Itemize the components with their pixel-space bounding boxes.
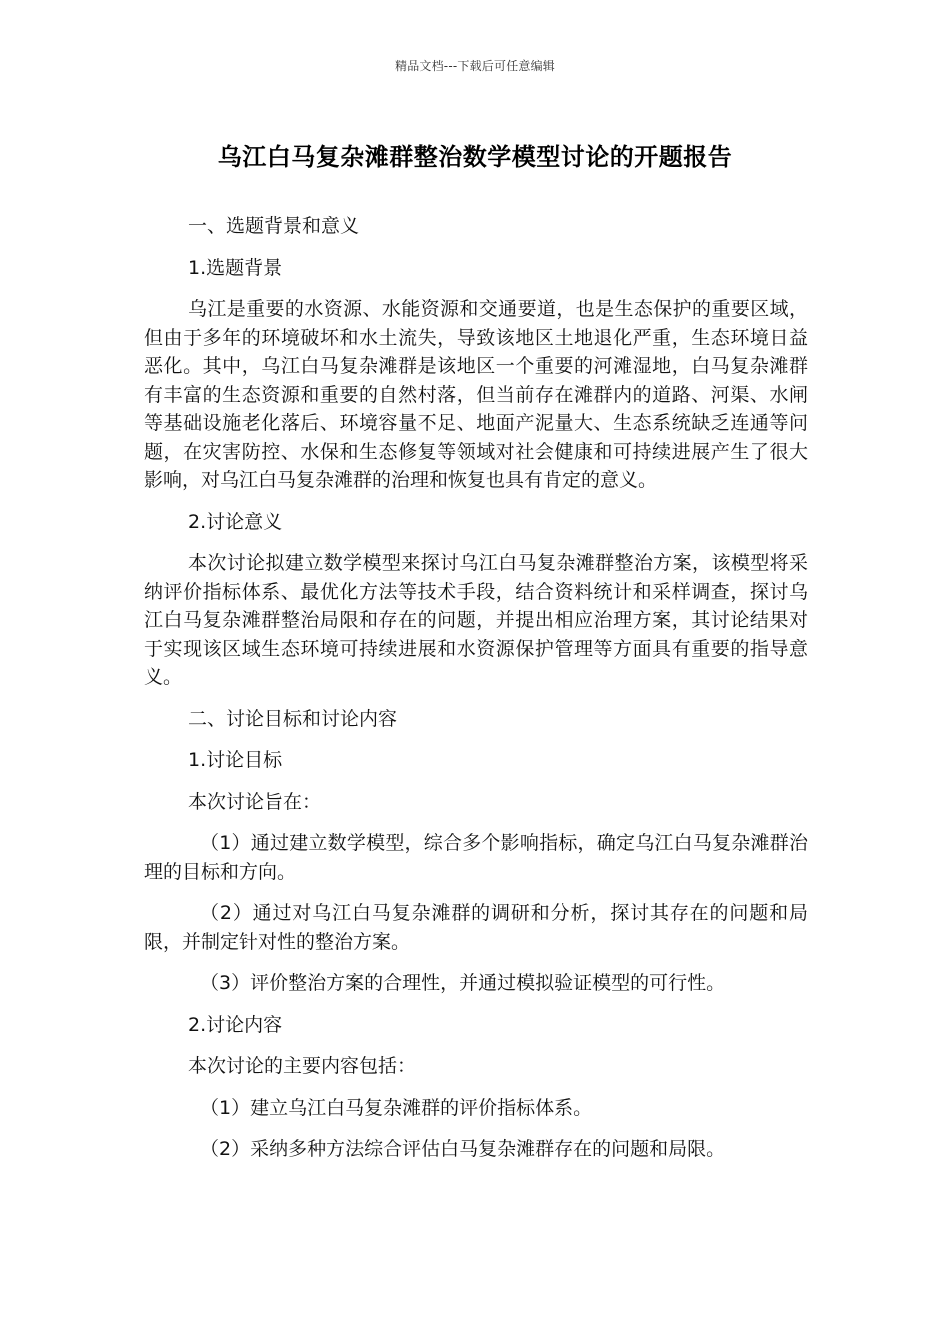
- document-body: [144, 212, 808, 1177]
- body-paragraph: 本次讨论旨在：: [188, 790, 322, 813]
- header-note: 精品文档---下载后可任意编辑: [395, 59, 555, 73]
- subsection-heading: 2.讨论内容: [188, 1013, 283, 1036]
- list-item: （1）建立乌江白马复杂滩群的评价指标体系。: [200, 1096, 593, 1119]
- body-paragraph: 乌江是重要的水资源、水能资源和交通要道，也是生态保护的重要区域，但由于多年的环境破坏和水土流失，导致该地区土地退化严重，生态环境日益恶化。其中，乌江白马复杂滩群是该地区一个重要的河滩湿地，白马复杂滩群有丰富的生态资源和重要的自然村落，但当前存在滩群内的道路、河渠、水闸等基础设施老化落后、环境容量不足、地面产泥量大、生态系统缺乏连通等问题，在灾害防控、水保和生态修复等领域对社会健康和可持续进展产生了很大影响，对乌江白马复杂滩群的治理和恢复也具有肯定的意义。: [144, 298, 808, 491]
- body-paragraph: 本次讨论的主要内容包括：: [188, 1055, 417, 1077]
- list-item: （3）评价整治方案的合理性，并通过模拟验证模型的可行性。: [200, 972, 726, 994]
- list-item: （2）采纳多种方法综合评估白马复杂滩群存在的问题和局限。: [200, 1138, 726, 1160]
- section-heading: 二、讨论目标和讨论内容: [188, 707, 398, 730]
- subsection-heading: 1.讨论目标: [188, 749, 283, 771]
- section-heading: 一、选题背景和意义: [188, 215, 360, 237]
- document-title: 乌江白马复杂滩群整治数学模型讨论的开题报告: [217, 143, 733, 171]
- subsection-heading: 1.选题背景: [188, 256, 283, 279]
- body-paragraph: 本次讨论拟建立数学模型来探讨乌江白马复杂滩群整治方案，该模型将采纳评价指标体系、最优化方法等技术手段，结合资料统计和采样调查，探讨乌江白马复杂滩群整治局限和存在的问题，并提出相应治理方案，其讨论结果对于实现该区域生态环境可持续进展和水资源保护管理等方面具有重要的指导意义。: [144, 552, 808, 688]
- subsection-heading: 2.讨论意义: [188, 510, 283, 533]
- list-item: （1）通过建立数学模型，综合多个影响指标，确定乌江白马复杂滩群治理的目标和方向。: [144, 832, 808, 883]
- list-item: （2）通过对乌江白马复杂滩群的调研和分析，探讨其存在的问题和局限，并制定针对性的整治方案。: [144, 902, 808, 953]
